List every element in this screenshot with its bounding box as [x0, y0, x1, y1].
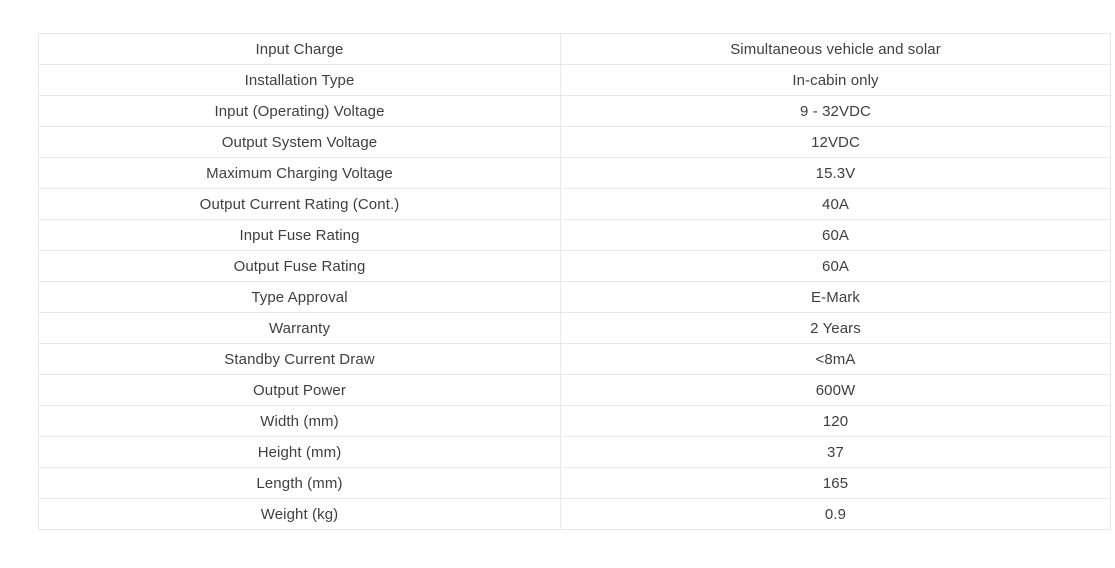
spec-label: Output System Voltage	[39, 127, 561, 158]
spec-value: 60A	[561, 251, 1111, 282]
table-row	[39, 375, 1111, 406]
table-row	[39, 189, 1111, 220]
table-row	[39, 65, 1111, 96]
table-row	[39, 468, 1111, 499]
spec-value: In-cabin only	[561, 65, 1111, 96]
spec-label: Length (mm)	[39, 468, 561, 499]
spec-label: Type Approval	[39, 282, 561, 313]
spec-label: Standby Current Draw	[39, 344, 561, 375]
spec-value: Simultaneous vehicle and solar	[561, 34, 1111, 65]
table-row	[39, 127, 1111, 158]
table-row	[39, 499, 1111, 530]
table-row	[39, 437, 1111, 468]
spec-label: Output Power	[39, 375, 561, 406]
spec-value: 0.9	[561, 499, 1111, 530]
table-row	[39, 158, 1111, 189]
spec-value: <8mA	[561, 344, 1111, 375]
table-row	[39, 251, 1111, 282]
table-row	[39, 34, 1111, 65]
spec-value: 9 - 32VDC	[561, 96, 1111, 127]
table-row	[39, 220, 1111, 251]
table-row	[39, 96, 1111, 127]
spec-value: 165	[561, 468, 1111, 499]
table-row	[39, 313, 1111, 344]
spec-value: 120	[561, 406, 1111, 437]
spec-value: 12VDC	[561, 127, 1111, 158]
spec-value: 2 Years	[561, 313, 1111, 344]
spec-value: 600W	[561, 375, 1111, 406]
spec-label: Height (mm)	[39, 437, 561, 468]
spec-label: Installation Type	[39, 65, 561, 96]
spec-value: 15.3V	[561, 158, 1111, 189]
table-row	[39, 344, 1111, 375]
spec-label: Width (mm)	[39, 406, 561, 437]
table-row	[39, 406, 1111, 437]
spec-value: 40A	[561, 189, 1111, 220]
spec-label: Input Fuse Rating	[39, 220, 561, 251]
spec-value: 60A	[561, 220, 1111, 251]
spec-label: Maximum Charging Voltage	[39, 158, 561, 189]
spec-value: E-Mark	[561, 282, 1111, 313]
spec-label: Weight (kg)	[39, 499, 561, 530]
spec-label: Input (Operating) Voltage	[39, 96, 561, 127]
spec-label: Input Charge	[39, 34, 561, 65]
spec-value: 37	[561, 437, 1111, 468]
spec-label: Output Fuse Rating	[39, 251, 561, 282]
table-row	[39, 282, 1111, 313]
spec-label: Output Current Rating (Cont.)	[39, 189, 561, 220]
spec-label: Warranty	[39, 313, 561, 344]
specifications-table	[38, 33, 1111, 530]
